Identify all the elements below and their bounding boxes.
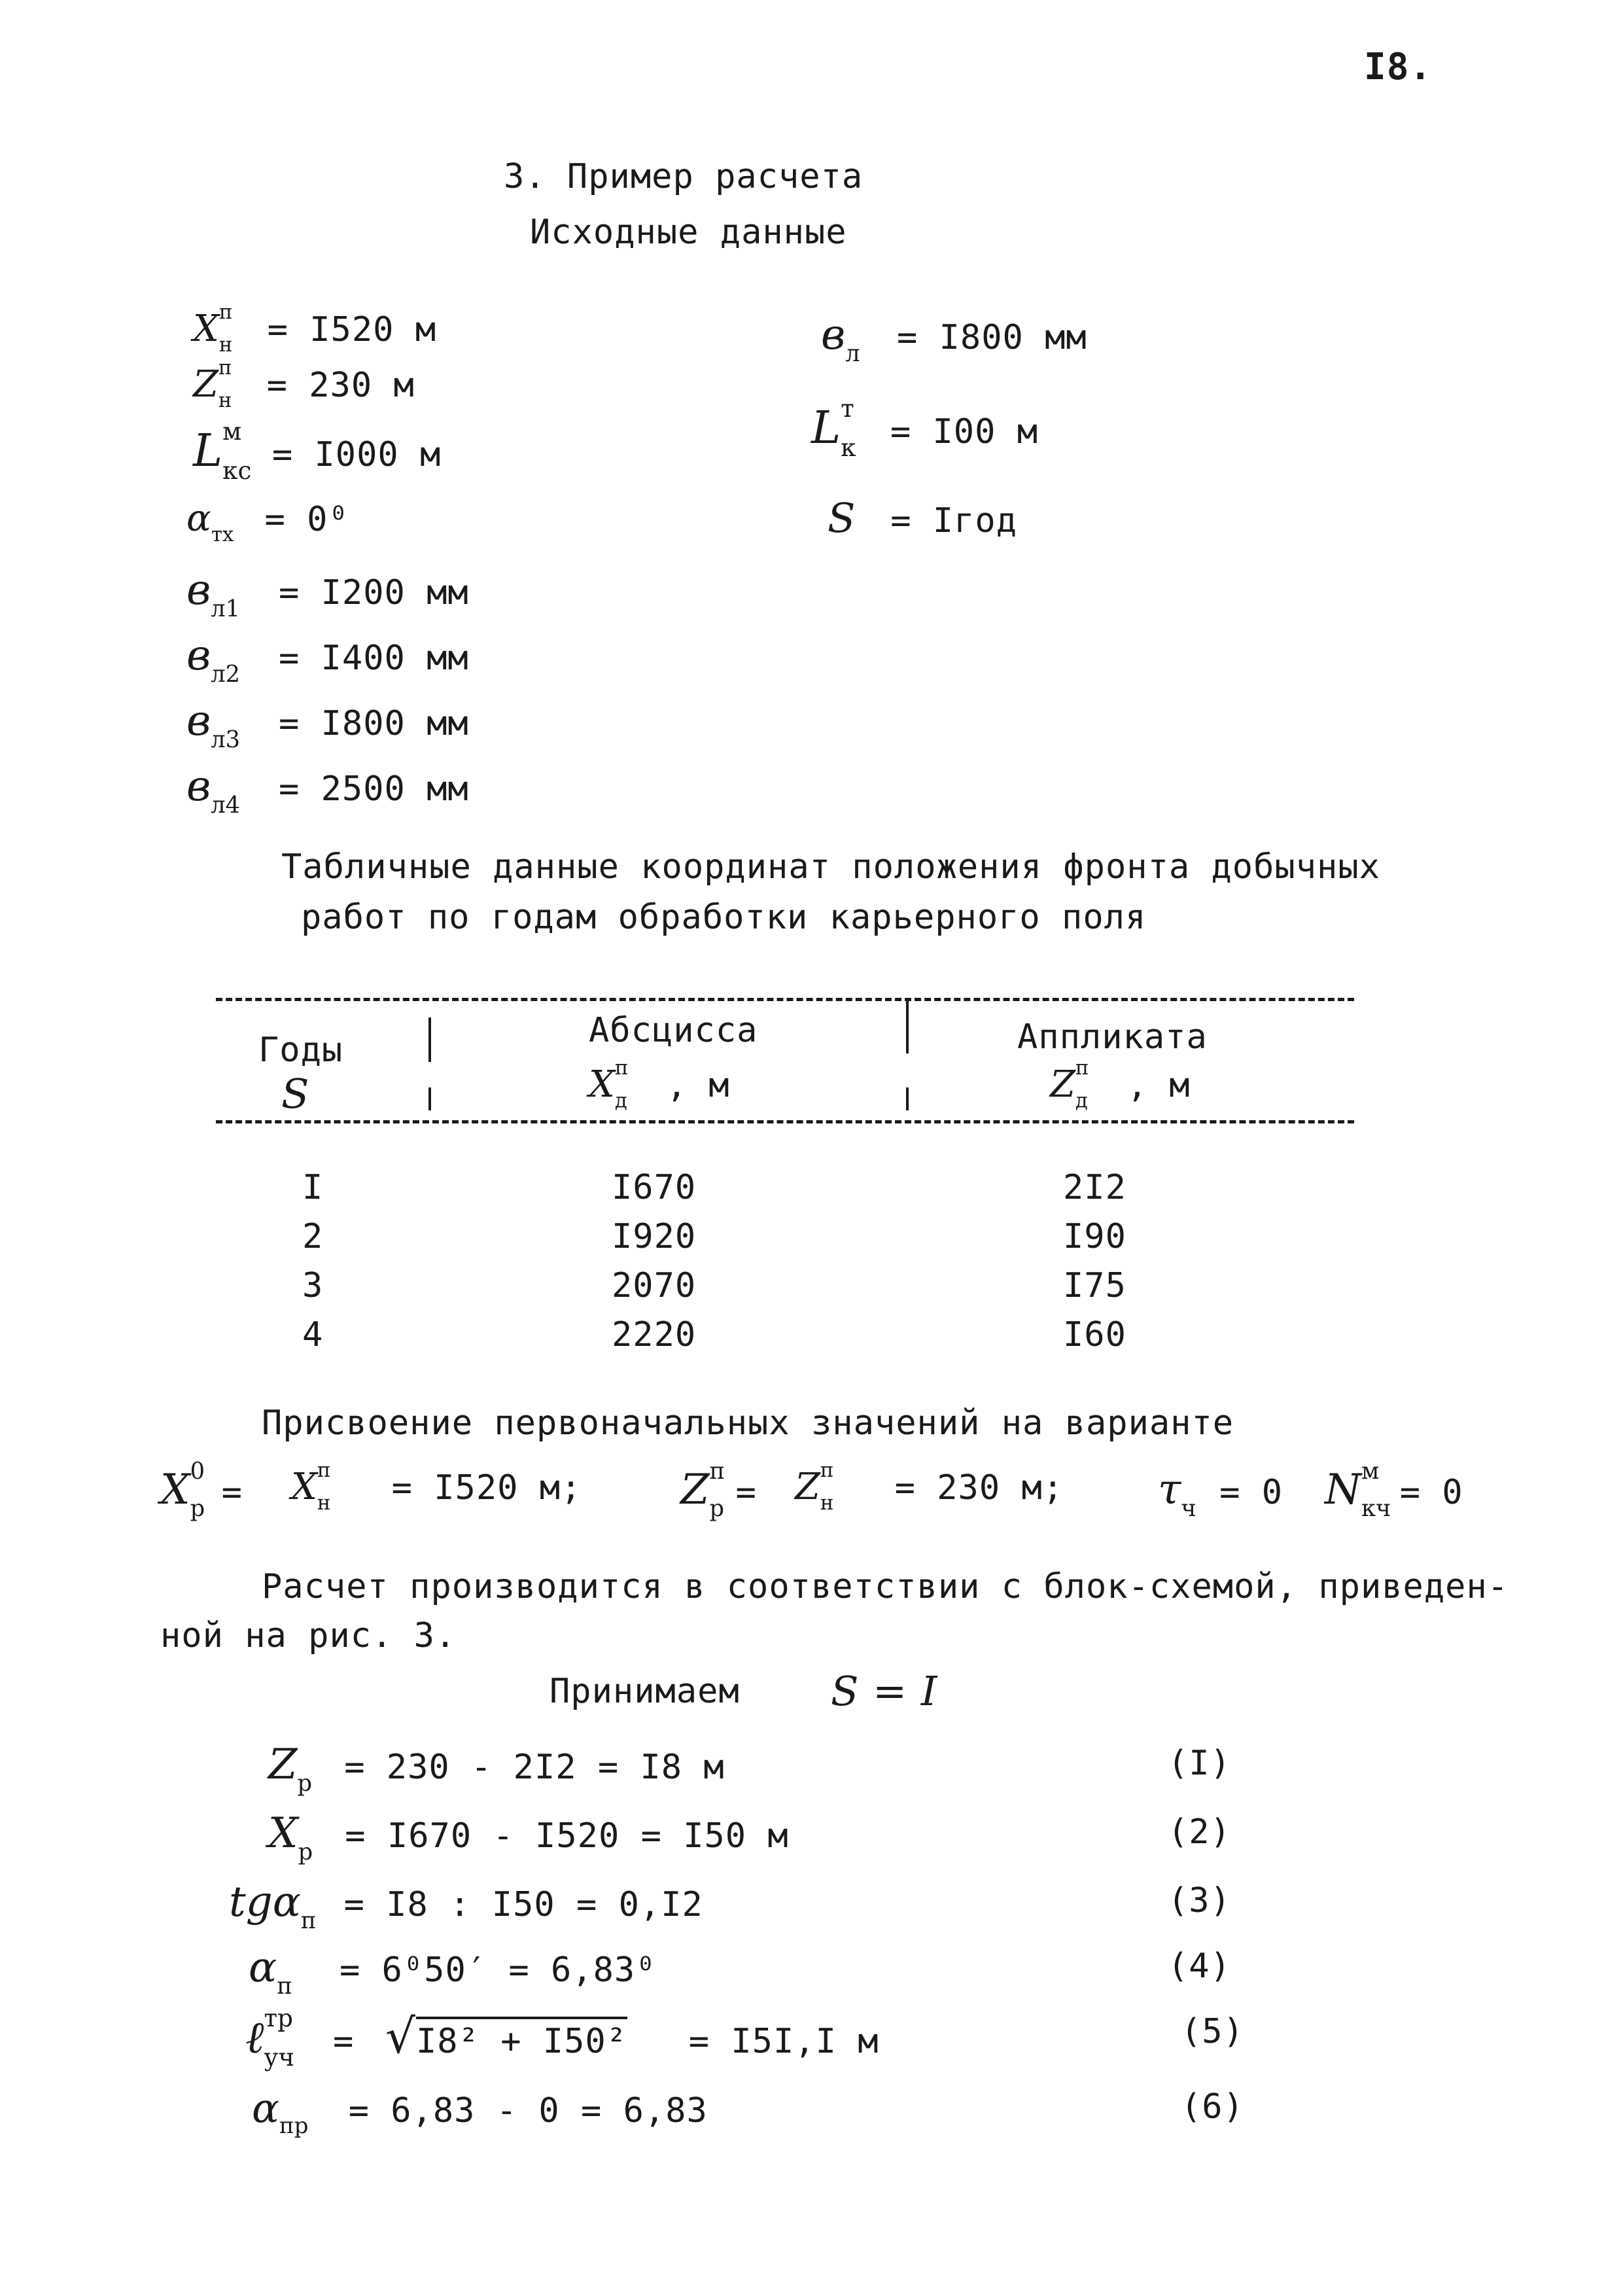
- equation-lhs: Z р: [268, 1740, 312, 1797]
- section-subtitle: Исходные данные: [530, 213, 847, 252]
- table-cell-year: I: [302, 1168, 324, 1207]
- table-header-abscissa-symbol: X п д , м: [589, 1056, 730, 1112]
- param-value: = 230 м: [266, 366, 415, 405]
- param-bl2: [186, 631, 469, 688]
- equation-number: (3): [1168, 1881, 1231, 1920]
- param-zn: [193, 356, 415, 412]
- param-value: = I200 мм: [278, 573, 469, 612]
- equation: [249, 1943, 657, 2000]
- table-header-years: Годы: [258, 1031, 343, 1070]
- param-symbol: L т к: [811, 393, 856, 462]
- equation-sqrt-arg: I8² + I50²: [416, 2017, 627, 2061]
- param-symbol: S: [828, 494, 856, 542]
- table-divider: [906, 1001, 909, 1053]
- table-cell-year: 2: [302, 1217, 324, 1256]
- table-caption-line2: работ по годам обработки карьерного поля: [301, 898, 1147, 937]
- equation-number: (4): [1168, 1947, 1231, 1986]
- equation: [229, 1878, 703, 1934]
- table-divider: [906, 1087, 909, 1110]
- assignment-x-left: X 0 р =: [160, 1458, 243, 1522]
- accept-value: S = I: [831, 1667, 938, 1715]
- equation-lhs: X р: [268, 1809, 313, 1865]
- param-symbol: L м кс: [193, 416, 252, 485]
- equation: [252, 2084, 708, 2140]
- param-symbol: в л2: [186, 631, 240, 688]
- param-bl: [821, 311, 1087, 367]
- table-header-applicate: Аппликата: [1017, 1017, 1208, 1057]
- param-symbol: α тх: [186, 497, 234, 546]
- calc-text-line1: Расчет производится в соответствии с блок-схемой, приведен-: [262, 1567, 1509, 1606]
- table-cell-applicate: 2I2: [1063, 1168, 1126, 1207]
- param-symbol: Z п н: [193, 356, 232, 412]
- param-value: = 2500 мм: [278, 769, 469, 809]
- assignment-z-value: = 230 м;: [894, 1468, 1064, 1508]
- equation-number: (2): [1168, 1812, 1231, 1852]
- param-value: = Iгод: [890, 501, 1018, 540]
- table-cell-applicate: I75: [1063, 1266, 1126, 1305]
- table-header-rule: [216, 1120, 1354, 1123]
- equation-rhs-eq: =: [333, 2022, 355, 2061]
- param-symbol: в л3: [186, 697, 240, 753]
- equation-number: (I): [1168, 1744, 1231, 1783]
- equation-number: (6): [1181, 2087, 1244, 2127]
- param-value: = 0⁰: [264, 500, 349, 539]
- accept-label: Принимаем: [550, 1672, 740, 1711]
- table-top-rule: [216, 998, 1354, 1001]
- table-divider: [428, 1087, 431, 1110]
- param-lkc: [193, 416, 442, 485]
- param-value: = I520 м: [267, 310, 437, 349]
- param-value: = I800 мм: [278, 704, 469, 743]
- sqrt-icon: √: [385, 2009, 416, 2064]
- assignment-tau: τ ч = 0: [1158, 1466, 1283, 1522]
- table-header-applicate-symbol: Z п д , м: [1050, 1056, 1191, 1112]
- param-bl1: [186, 566, 469, 622]
- equation: [268, 1809, 789, 1865]
- assignment-x-value: = I520 м;: [391, 1468, 582, 1508]
- table-cell-applicate: I60: [1063, 1315, 1126, 1354]
- equation-rhs: = I8 : I50 = 0,I2: [343, 1885, 703, 1924]
- param-value: = I00 м: [890, 412, 1039, 451]
- param-bl3: [186, 697, 469, 753]
- section-title: 3. Пример расчета: [504, 157, 864, 196]
- equation-number: (5): [1181, 2012, 1244, 2051]
- assignment-n: N м кч = 0: [1325, 1458, 1463, 1522]
- param-symbol: в л1: [186, 566, 240, 622]
- assignment-z-left: Z п р =: [680, 1458, 757, 1522]
- equation-lhs: α п: [249, 1943, 292, 2000]
- table-cell-abscissa: I670: [612, 1168, 697, 1207]
- equation-rhs: = I670 - I520 = I50 м: [345, 1816, 789, 1856]
- assignment-x-right: X п н = I520 м;: [291, 1458, 582, 1515]
- table-cell-abscissa: 2070: [612, 1266, 697, 1305]
- param-value: = I800 мм: [896, 318, 1087, 357]
- table-cell-year: 4: [302, 1315, 324, 1354]
- equation-rhs: = 6⁰50′ = 6,83⁰: [339, 1951, 657, 1990]
- param-symbol: в л4: [186, 762, 240, 819]
- assignment-title: Присвоение первоначальных значений на варианте: [262, 1404, 1234, 1443]
- calc-text-line2: ной на рис. 3.: [160, 1616, 457, 1655]
- equation-lhs: tgα п: [229, 1878, 317, 1934]
- equation-lhs: α пр: [252, 2084, 309, 2140]
- page-number: I8.: [1364, 46, 1433, 88]
- table-header-abscissa: Абсцисса: [589, 1011, 758, 1050]
- equation-rhs: = 230 - 2I2 = I8 м: [344, 1748, 725, 1787]
- param-bl4: [186, 762, 469, 819]
- table-cell-abscissa: I920: [612, 1217, 697, 1256]
- table-header-years-symbol: S: [281, 1070, 309, 1118]
- equation: [245, 2003, 879, 2072]
- param-symbol: X п н: [193, 300, 233, 357]
- equation-rhs-result: = I5I,I м: [688, 2022, 879, 2061]
- param-xn: [193, 300, 437, 357]
- param-symbol: в л: [821, 311, 860, 367]
- param-value: = I000 м: [271, 435, 442, 474]
- assignment-z-right: Z п н = 230 м;: [795, 1458, 1064, 1515]
- table-divider: [428, 1017, 431, 1062]
- equation: [268, 1740, 725, 1797]
- param-lk: [811, 393, 1039, 462]
- equation-rhs: = 6,83 - 0 = 6,83: [348, 2091, 708, 2130]
- param-atx: [186, 497, 349, 546]
- table-caption-line1: Табличные данные координат положения фронта добычных: [281, 847, 1380, 887]
- param-s: [828, 494, 1017, 542]
- equation-lhs: ℓ тр уч: [245, 2003, 295, 2072]
- table-cell-applicate: I90: [1063, 1217, 1126, 1256]
- table-cell-abscissa: 2220: [612, 1315, 697, 1354]
- param-value: = I400 мм: [278, 639, 469, 678]
- table-cell-year: 3: [302, 1266, 324, 1305]
